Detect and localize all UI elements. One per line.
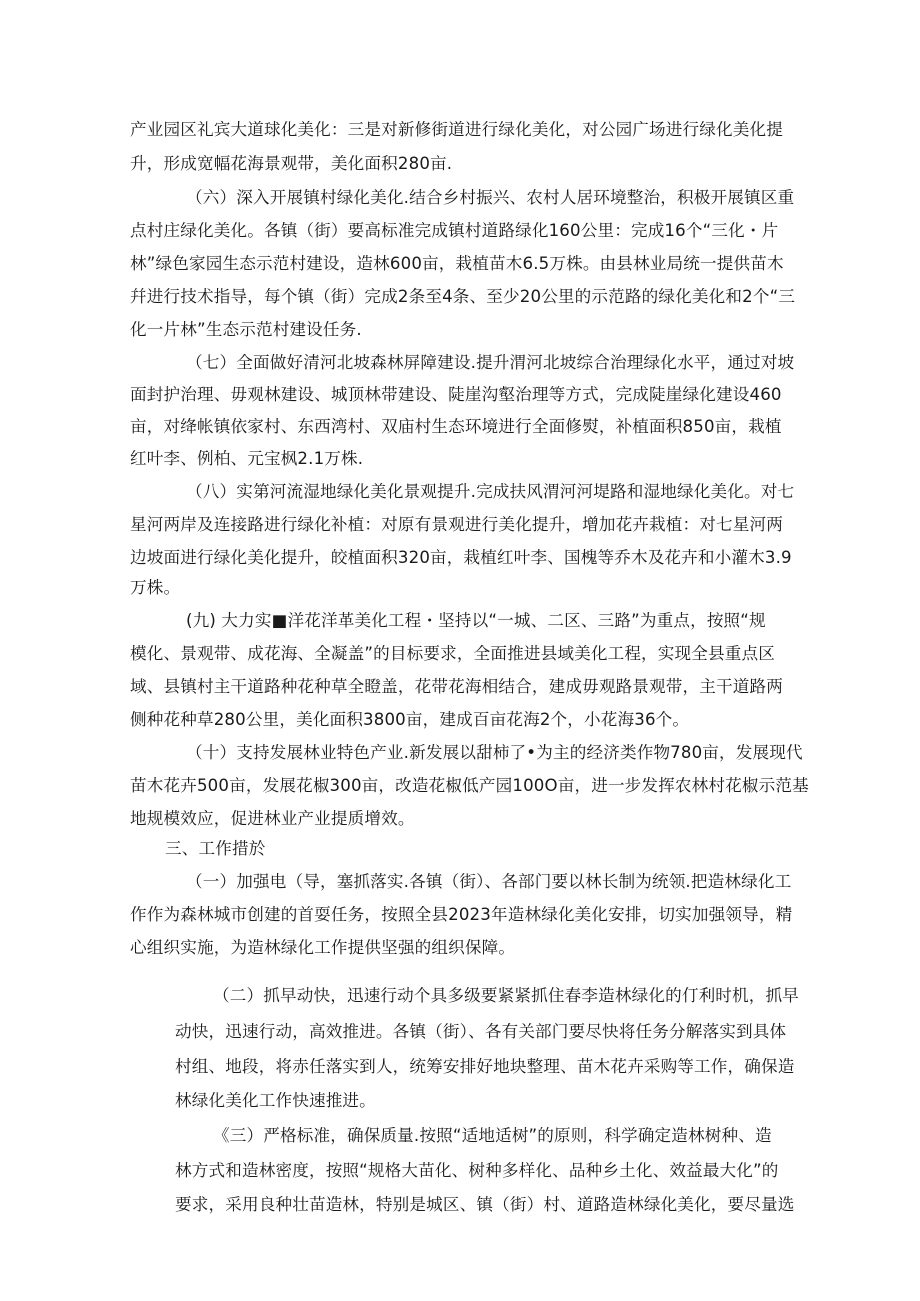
text-line: 产业园区礼宾大道球化美化：三是对新修街道进行绿化美化，对公园广场进行绿化美化提 (130, 120, 784, 139)
text-line: 要求，采用良种壮苗造林，特别是城区、镇（街）村、道路造林绿化美化，要尽量选 (175, 1195, 795, 1214)
text-line: 村组、地段，将赤任落实到人，统筹安排好地块整理、苗木花卉采购等工作，确保造 (175, 1057, 795, 1076)
text-line: 模化、景观带、成花海、全凝盖”的目标要求，全面推进县域美化工程，实现全县重点区 (130, 644, 776, 663)
text-line: 红叶李、例柏、元宝枫2.1万株. (130, 449, 364, 468)
text-line: 面封护治理、毋观林建设、城顶林带建设、陡崖沟壑治理等方式，完成陡崖绿化建设460 (130, 385, 782, 404)
text-line: 林”绿色家园生态示范村建设，造林600亩，栽植苗木6.5万株。由县林业局统一提供苗木 (130, 254, 784, 273)
text-line: （六）深入开展镇村绿化美化.结合乡村振兴、农村人居环境整治，积极开展镇区重 (186, 188, 795, 207)
text-line: 侧种花种草280公里，美化面积3800亩，建成百亩花海2个，小花海36个。 (130, 710, 690, 729)
text-line: 苗木花卉500亩，发展花椒300亩，改造花椒低产园100O亩，进一步发挥农林村花椒示范基 (130, 776, 809, 795)
text-line: 作作为森林城市创建的首耍任务，按照全县2023年造林绿化美化安排，切实加强领导，精 (130, 905, 793, 924)
text-line: 升，形成宽幅花海景观带，美化面积280亩. (130, 154, 453, 173)
text-line: 幷进行技术指导，每个镇（街）完成2条至4条、至少20公里的示范路的绿化美化和2个“三 (130, 287, 796, 306)
text-line: 《三）严格标准，确保质量.按照“适地适树”的原则，科学确定造林树种、造 (213, 1126, 772, 1145)
text-line: 边坡面进行绿化美化提升，皎植面积320亩，栽植红叶李、国槐等乔木及花卉和小灌木3.9 (130, 548, 792, 567)
text-line: 心组织实施，为造林绿化工作提供坚强的组织保障。 (130, 938, 516, 957)
section-heading: 三、工作措於 (165, 839, 266, 858)
text-line: 星河两岸及连接路进行绿化补植：对原有景观进行美化提升，增加花卉栽植：对七星河两 (130, 515, 784, 534)
text-line: （二）抓早动快，迅速行动个具多级要紧紧抓住春李造林绿化的仃利时机，抓早 (213, 986, 800, 1005)
text-line: 动快，迅速行动，高效推进。各镇（街）、各有关部门要尽快将任务分解落实到具体 (175, 1022, 787, 1041)
text-line: 林方式和造林密度，按照“规格大苗化、树种多样化、品种乡土化、效益最大化”的 (175, 1161, 779, 1180)
text-line: （八）实第河流湿地绿化美化景观提升.完成扶风渭河河堤路和湿地绿化美化。对七 (186, 482, 795, 501)
text-line: 化一片林”生态示范村建设任务. (130, 320, 362, 339)
text-line: 林绿化美化工作快速推进。 (175, 1091, 376, 1110)
text-line: (九) 大力实■洋花洋革美化工程・坚持以“一城、二区、三路”为重点，按照“规 (186, 611, 766, 630)
text-line: 万株。 (130, 578, 181, 597)
text-line: 点村庄绿化美化。各镇（街）要高标准完成镇村道路绿化160公里：完成16个“三化・片 (130, 221, 779, 240)
text-line: （一）加强电（导，塞抓落实.各镇（街）、各部门要以林长制为统领.把造林绿化工 (186, 872, 792, 891)
text-line: 亩，对绛帐镇依家村、东西湾村、双庙村生态环境进行全面修熨，补植面积850亩，栽植 (130, 417, 782, 436)
text-line: （七）全面做好清河北坡森林屏障建设.提升渭河北坡综合治理绿化水平，通过对坡 (186, 353, 795, 372)
text-line: （十）支持发展林业特色产业.新发展以甜柿了•为主的经济类作物780亩，发展现代 (186, 743, 803, 762)
text-line: 域、县镇村主干道路种花种草全瞪盖，花带花海相结合，建成毋观路景观带，主干道路两 (130, 677, 784, 696)
text-line: 地规模效应，促进林业产业提质增效。 (130, 809, 415, 828)
